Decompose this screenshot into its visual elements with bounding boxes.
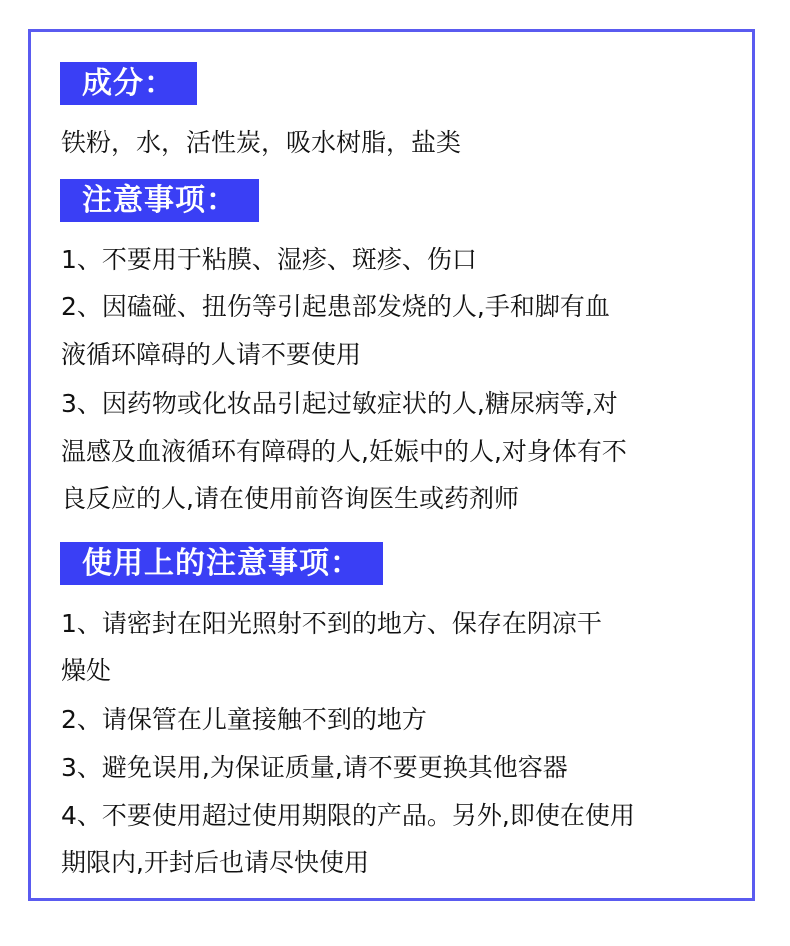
precaution-line: 2、因磕碰、扭伤等引起患部发烧的人,手和脚有血 — [61, 292, 610, 321]
precautions-heading: 注意事项： — [60, 179, 259, 222]
ingredients-heading: 成分： — [60, 62, 197, 105]
usage-line: 燥处 — [61, 656, 112, 685]
usage-line: 4、不要使用超过使用期限的产品。另外,即使在使用 — [61, 801, 635, 830]
usage-line: 期限内,开封后也请尽快使用 — [61, 848, 369, 877]
precaution-line: 良反应的人,请在使用前咨询医生或药剂师 — [61, 484, 519, 513]
usage-precautions-heading: 使用上的注意事项： — [60, 542, 383, 585]
usage-line: 3、避免误用,为保证质量,请不要更换其他容器 — [61, 753, 568, 782]
ingredients-text: 铁粉，水，活性炭，吸水树脂，盐类 — [61, 128, 462, 157]
precaution-line: 3、因药物或化妆品引起过敏症状的人,糖尿病等,对 — [61, 389, 618, 418]
precaution-line: 1、不要用于粘膜、湿疹、斑疹、伤口 — [61, 245, 477, 274]
precaution-line: 液循环障碍的人请不要使用 — [61, 340, 362, 369]
usage-line: 2、请保管在儿童接触不到的地方 — [61, 705, 427, 734]
precaution-line: 温感及血液循环有障碍的人,妊娠中的人,对身体有不 — [61, 437, 627, 466]
usage-line: 1、请密封在阳光照射不到的地方、保存在阴凉干 — [61, 609, 602, 638]
